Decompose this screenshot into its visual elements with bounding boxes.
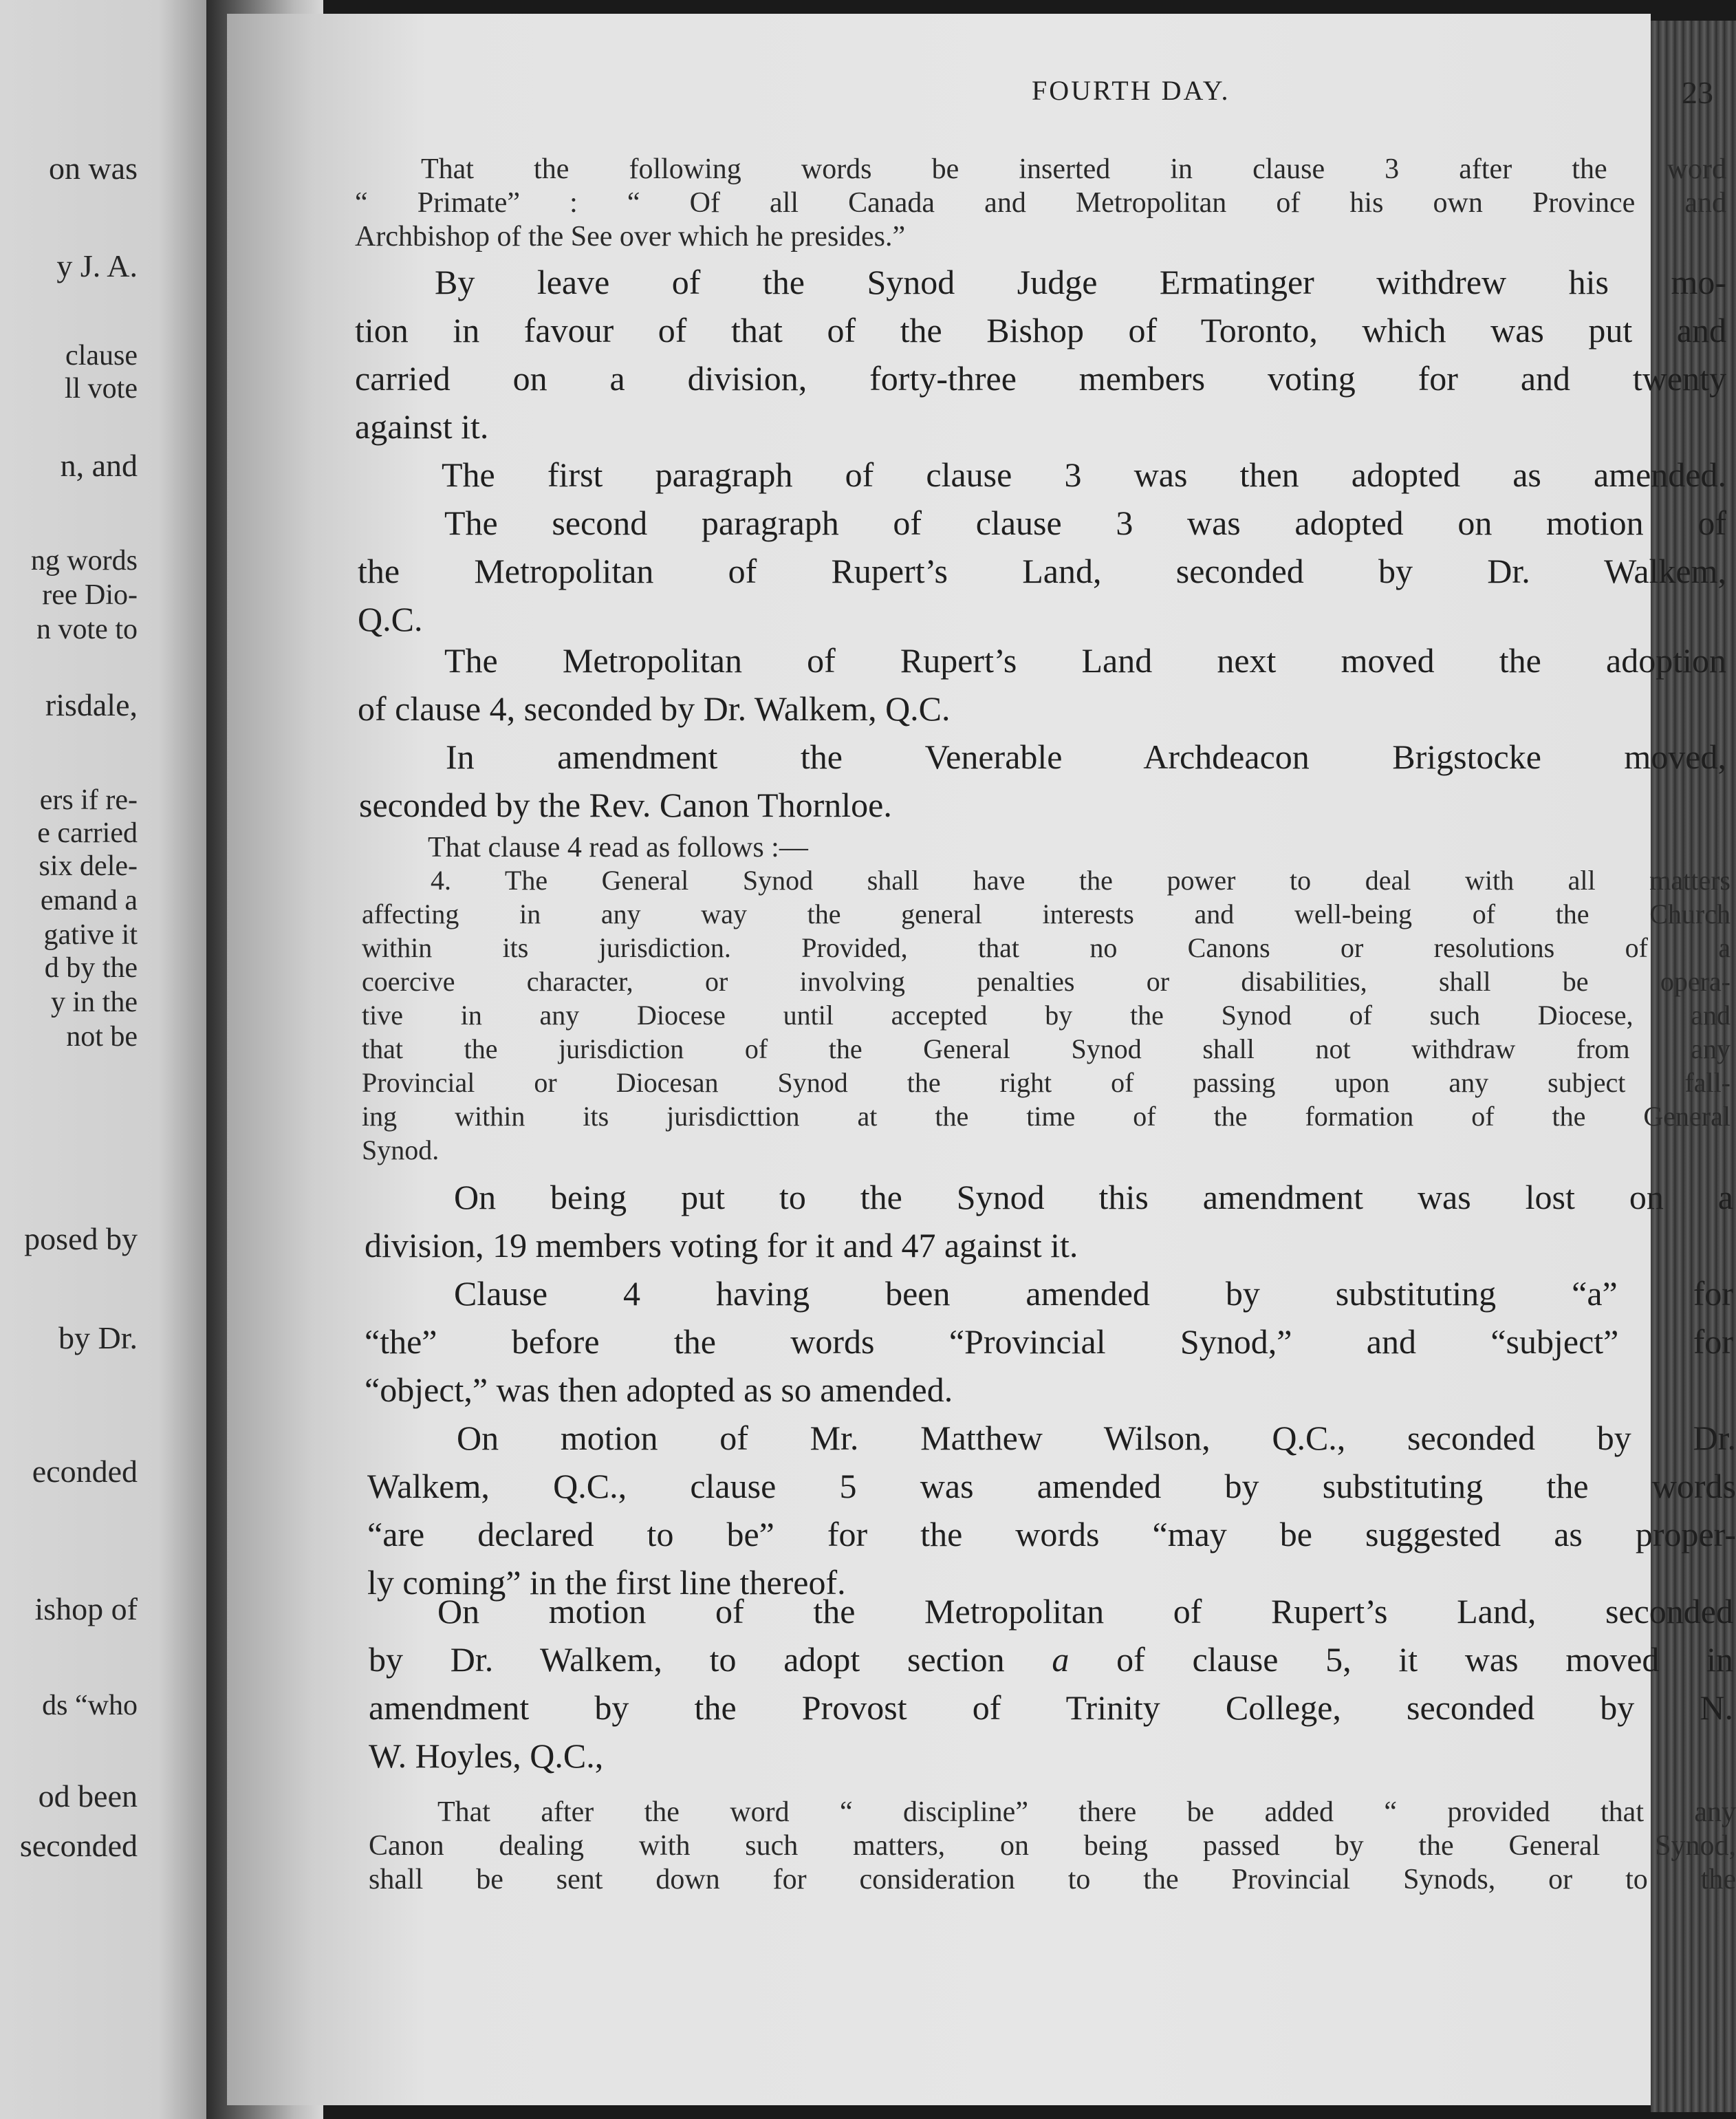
left-page-line: emand a xyxy=(40,885,138,916)
left-page-line: by Dr. xyxy=(58,1320,138,1355)
running-head xyxy=(750,74,1713,116)
left-page-line: ll vote xyxy=(64,373,138,405)
page-number: 23 xyxy=(1682,75,1713,110)
left-page-line: six dele- xyxy=(39,850,138,882)
text-line-p12-4: W. Hoyles, Q.C., xyxy=(369,1736,604,1775)
text-line: Walkem, Q.C., clause 5 was amended by substituting the words xyxy=(367,1467,1736,1505)
text-line: Synod. xyxy=(362,1134,440,1165)
left-page-line: ree Dio- xyxy=(42,579,138,611)
left-page-line: on was xyxy=(48,151,138,186)
left-page-line: risdale, xyxy=(45,687,138,722)
text-line: division, 19 members voting for it and 47 against it. xyxy=(365,1226,1078,1265)
left-page-line: d by the xyxy=(44,952,138,984)
text-line: that the jurisdiction of the General Synod shall not withdraw from any xyxy=(362,1033,1730,1064)
text-line: Clause 4 having been amended by substituting “a” for xyxy=(454,1274,1733,1313)
text-line: On being put to the Synod this amendment was lost on a xyxy=(454,1178,1733,1216)
text-line: “are declared to be” for the words “may be suggested as proper- xyxy=(367,1515,1736,1553)
text-line: That the following words be inserted in clause 3 after the word xyxy=(421,153,1726,185)
text-line: tive in any Diocese until accepted by the Synod of such Diocese, and xyxy=(362,1000,1730,1031)
text-span: by Dr. Walkem, to adopt section xyxy=(369,1640,1052,1679)
left-page-line: n, and xyxy=(60,448,138,483)
left-page-line: y J. A. xyxy=(56,248,138,283)
italic-letter: a xyxy=(1052,1640,1070,1679)
text-line: Archbishop of the See over which he presides.” xyxy=(355,221,906,252)
text-line: carried on a division, forty-three members voting for and twenty xyxy=(355,359,1726,398)
text-line: against it. xyxy=(355,407,489,446)
text-line: seconded by the Rev. Canon Thornloe. xyxy=(359,786,892,824)
text-line: In amendment the Venerable Archdeacon Brigstocke moved, xyxy=(446,738,1726,776)
text-line: the Metropolitan of Rupert’s Land, seconded by Dr. Walkem, xyxy=(358,552,1726,590)
left-page-line: gative it xyxy=(43,919,138,951)
text-line: The Metropolitan of Rupert’s Land next moved the adoption xyxy=(444,641,1726,680)
left-page-line: posed by xyxy=(24,1221,138,1256)
text-line: Q.C. xyxy=(358,600,423,638)
text-line: “ Primate” : “ Of all Canada and Metropolitan of his own Province and xyxy=(355,187,1726,219)
text-line: The first paragraph of clause 3 was then adopted as amended. xyxy=(442,455,1726,494)
left-page-line: seconded xyxy=(19,1828,138,1863)
text-span: of clause 5, it was moved in xyxy=(1069,1640,1733,1679)
left-page-line: n vote to xyxy=(36,614,138,645)
text-line: “object,” was then adopted as so amended. xyxy=(365,1370,953,1409)
text-line: ly coming” in the first line thereof. xyxy=(367,1563,846,1602)
left-page-line: ds “who xyxy=(42,1690,138,1721)
text-line-p12-1: On motion of the Metropolitan of Rupert’s Land, seconded xyxy=(437,1592,1733,1631)
left-facing-page xyxy=(0,0,227,2119)
left-page-line: y in the xyxy=(51,987,138,1018)
left-page-line: ers if re- xyxy=(39,784,138,816)
left-page-line: econded xyxy=(32,1454,138,1489)
text-line: That clause 4 read as follows :— xyxy=(428,832,808,863)
page-title: FOURTH DAY. xyxy=(1032,75,1230,106)
text-line: tion in favour of that of the Bishop of Toronto, which was put and xyxy=(355,311,1726,349)
right-page xyxy=(227,14,1736,2105)
text-line: ing within its jurisdicttion at the time of the formation of the General xyxy=(362,1101,1730,1132)
text-line: The second paragraph of clause 3 was adopted on motion of xyxy=(444,504,1726,542)
text-line-p12-3: amendment by the Provost of Trinity College, seconded by N. xyxy=(369,1688,1733,1727)
text-line: of clause 4, seconded by Dr. Walkem, Q.C. xyxy=(358,689,951,728)
text-line: By leave of the Synod Judge Ermatinger withdrew his mo- xyxy=(435,263,1726,301)
left-page-line: e carried xyxy=(37,817,138,849)
text-line: within its jurisdiction. Provided, that no Canons or resolutions of a xyxy=(362,932,1730,963)
text-line: Provincial or Diocesan Synod the right of passing upon any subject fall- xyxy=(362,1067,1730,1098)
text-line: shall be sent down for consideration to the Provincial Synods, or to the xyxy=(369,1864,1736,1895)
text-line: Canon dealing with such matters, on being passed by the General Synod, xyxy=(369,1830,1736,1862)
text-line: That after the word “ discipline” there be added “ provided that any xyxy=(437,1796,1736,1828)
left-page-line: ishop of xyxy=(34,1591,138,1626)
text-line-p12-2 xyxy=(369,1642,1733,1677)
text-line: coercive character, or involving penalties or disabilities, shall be opera- xyxy=(362,966,1730,997)
left-page-line: ng words xyxy=(30,545,138,577)
left-page-line: clause xyxy=(65,340,138,372)
left-page-line: not be xyxy=(66,1021,138,1053)
text-line: “the” before the words “Provincial Synod,” and “subject” for xyxy=(365,1322,1733,1361)
left-page-line: od been xyxy=(38,1778,138,1814)
text-line: affecting in any way the general interests and well-being of the Church xyxy=(362,899,1730,929)
text-line: 4. The General Synod shall have the power to deal with all matters xyxy=(431,865,1730,896)
text-line: On motion of Mr. Matthew Wilson, Q.C., seconded by Dr. xyxy=(457,1419,1736,1457)
